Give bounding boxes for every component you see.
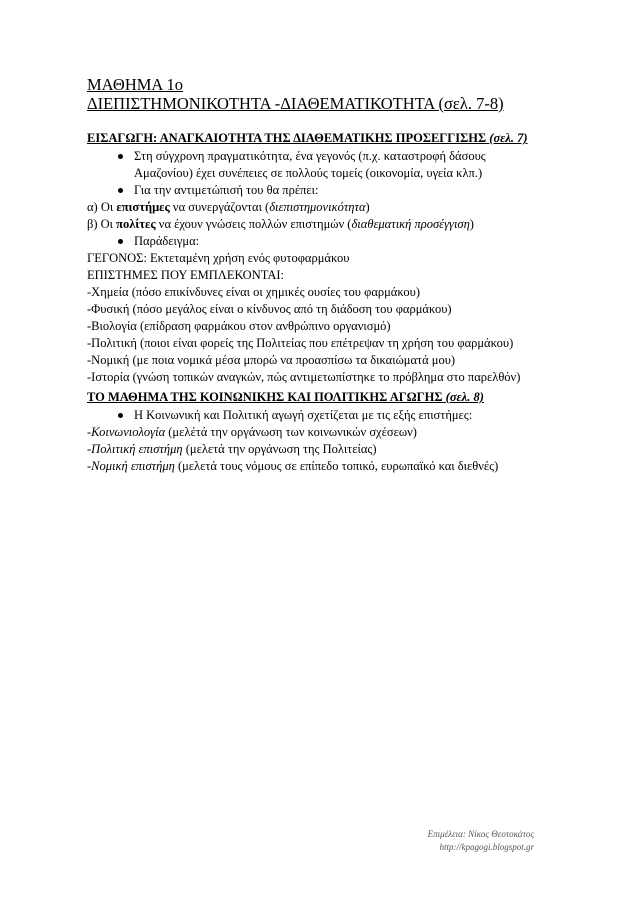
point-a-italic: διεπιστημονικότητα — [269, 200, 366, 214]
bullet-icon — [118, 154, 123, 159]
point-a-text: να συνεργάζονται ( — [169, 200, 270, 214]
section-heading-text: ΤΟ ΜΑΘΗΜΑ ΤΗΣ ΚΟΙΝΩΝΙΚΗΣ ΚΑΙ ΠΟΛΙΤΙΚΗΣ ΑΓΩΓΗΣ — [87, 390, 443, 404]
bullet-text: Για την αντιμετώπισή του θα πρέπει: — [134, 183, 319, 197]
point-b-italic: διαθεματική προσέγγιση — [351, 217, 470, 231]
point-a — [87, 199, 370, 215]
science-item — [87, 424, 417, 440]
section-heading-course — [87, 389, 484, 405]
section-heading-introduction — [87, 130, 528, 146]
science-item: -Βιολογία (επίδραση φαρμάκου στον ανθρώπινο οργανισμό) — [87, 319, 391, 333]
science-item: -Πολιτική (ποιοι είναι φορείς της Πολιτείας που επέτρεψαν τη χρήση του φαρμάκου) — [87, 336, 514, 350]
science-item: -Φυσική (πόσο μεγάλος είναι ο κίνδυνος από τη διάδοση του φαρμάκου) — [87, 302, 452, 316]
page-reference: (σελ. 8) — [445, 390, 484, 404]
event-line: ΓΕΓΟΝΟΣ: Εκτεταμένη χρήση ενός φυτοφαρμάκου — [87, 251, 350, 265]
bullet-icon — [118, 188, 123, 193]
sciences-header: ΕΠΙΣΤΗΜΕΣ ΠΟΥ ΕΜΠΛΕΚΟΝΤΑΙ: — [87, 268, 285, 282]
science-description: (μελετά τους νόμους σε επίπεδο τοπικό, ευρωπαϊκό και διεθνές) — [174, 459, 499, 473]
science-item — [87, 441, 376, 457]
point-b — [87, 216, 474, 232]
science-name: -Κοινωνιολογία — [87, 425, 166, 439]
point-b-text: να έχουν γνώσεις πολλών επιστημών ( — [155, 217, 352, 231]
point-b-suffix: ) — [469, 217, 474, 231]
bullet-text: Η Κοινωνική και Πολιτική αγωγή σχετίζεται με τις εξής επιστήμες: — [134, 408, 473, 422]
bullet-text: Παράδειγμα: — [134, 234, 200, 248]
science-description: (μελετά την οργάνωση της Πολιτείας) — [182, 442, 377, 456]
point-b-prefix: β) Οι — [87, 217, 117, 231]
bullet-icon — [118, 239, 123, 244]
science-item — [87, 458, 498, 474]
section-heading-text: ΕΙΣΑΓΩΓΗ: ΑΝΑΓΚΑΙΟΤΗΤΑ ΤΗΣ ΔΙΑΘΕΜΑΤΙΚΗΣ ΠΡΟΣΕΓΓΙΣΗΣ — [87, 131, 487, 145]
footer-link[interactable]: http://kpagogi.blogspot.gr — [439, 842, 534, 852]
science-description: (μελέτά την οργάνωση των κοινωνικών σχέσεων) — [165, 425, 417, 439]
page-reference: (σελ. 7) — [489, 131, 528, 145]
bullet-icon — [118, 413, 123, 418]
science-name: -Νομική επιστήμη — [87, 459, 175, 473]
point-a-bold: επιστήμες — [116, 200, 170, 214]
science-item: -Ιστορία (γνώση τοπικών αναγκών, πώς αντιμετωπίστηκε το πρόβλημα στο παρελθόν) — [87, 370, 521, 384]
footer-author: Επιμέλεια: Νίκος Θεοτοκάτος — [427, 829, 534, 839]
bullet-text-continued: Αμαζονίου) έχει συνέπειες σε πολλούς τομείς (οικονομία, υγεία κλπ.) — [134, 166, 483, 180]
point-b-bold: πολίτες — [116, 217, 156, 231]
point-a-prefix: α) Οι — [87, 200, 117, 214]
point-a-suffix: ) — [365, 200, 370, 214]
science-item: -Νομική (με ποια νομικά μέσα μπορώ να προασπίσω τα δικαιώματά μου) — [87, 353, 456, 367]
bullet-text: Στη σύγχρονη πραγματικότητα, ένα γεγονός (π.χ. καταστροφή δάσους — [134, 149, 486, 163]
lesson-subtitle: ΔΙΕΠΙΣΤΗΜΟΝΙΚΟΤΗΤΑ -ΔΙΑΘΕΜΑΤΙΚΟΤΗΤΑ (σελ. 7-8) — [87, 94, 504, 113]
lesson-title: ΜΑΘΗΜΑ 1ο — [87, 75, 184, 94]
science-name: -Πολιτική επιστήμη — [87, 442, 183, 456]
science-item: -Χημεία (πόσο επικίνδυνες είναι οι χημικές ουσίες του φαρμάκου) — [87, 285, 420, 299]
